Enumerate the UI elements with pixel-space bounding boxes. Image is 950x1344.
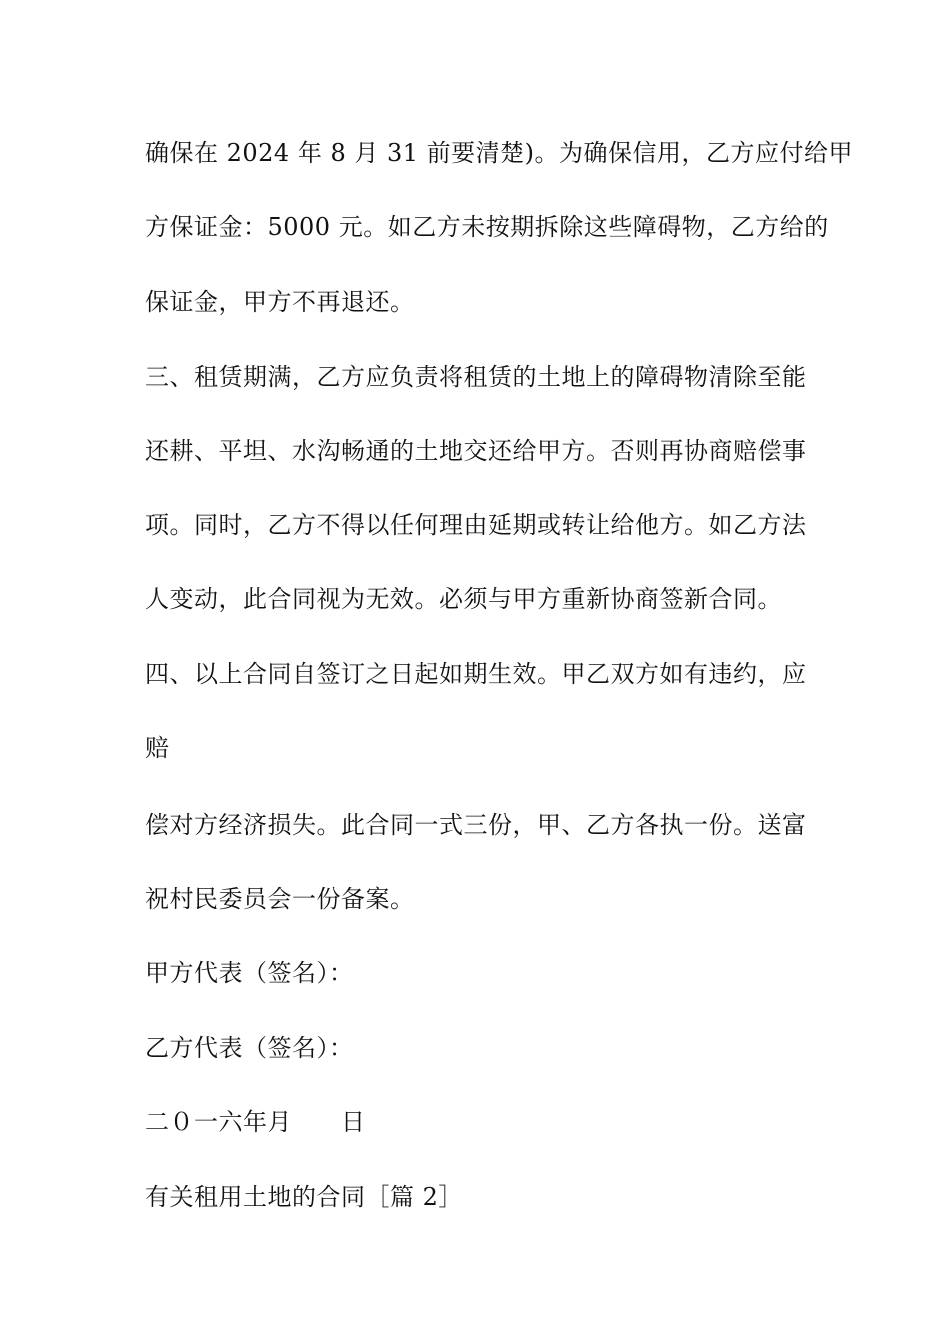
section-heading-article-2: 有关租用土地的合同［篇 2］	[145, 1183, 463, 1211]
clause-four-line-1: 四、以上合同自签订之日起如期生效。甲乙双方如有违约，应	[145, 660, 807, 688]
clause-four-line-3: 偿对方经济损失。此合同一式三份，甲、乙方各执一份。送富	[145, 811, 807, 839]
paragraph-line-deposit-amount: 方保证金：5000 元。如乙方未按期拆除这些障碍物，乙方给的	[145, 213, 829, 241]
clause-four-line-4: 祝村民委员会一份备案。	[145, 885, 415, 913]
clause-three-line-3: 项。同时，乙方不得以任何理由延期或转让给他方。如乙方法	[145, 511, 807, 539]
clause-three-line-4: 人变动，此合同视为无效。必须与甲方重新协商签新合同。	[145, 585, 782, 613]
clause-three-line-1: 三、租赁期满，乙方应负责将租赁的土地上的障碍物清除至能	[145, 363, 807, 391]
date-line: 二０一六年月 日	[145, 1108, 366, 1136]
clause-four-line-2: 赔	[145, 734, 170, 762]
party-a-signature-line: 甲方代表（签名）：	[145, 959, 354, 987]
clause-three-line-2: 还耕、平坦、水沟畅通的土地交还给甲方。否则再协商赔偿事	[145, 437, 807, 465]
paragraph-line-deposit-forfeit: 保证金，甲方不再退还。	[145, 288, 415, 316]
party-b-signature-line: 乙方代表（签名）：	[145, 1034, 354, 1062]
paragraph-line-deposit-deadline: 确保在 2024 年 8 月 31 前要清楚)。为确保信用，乙方应付给甲	[145, 139, 854, 167]
